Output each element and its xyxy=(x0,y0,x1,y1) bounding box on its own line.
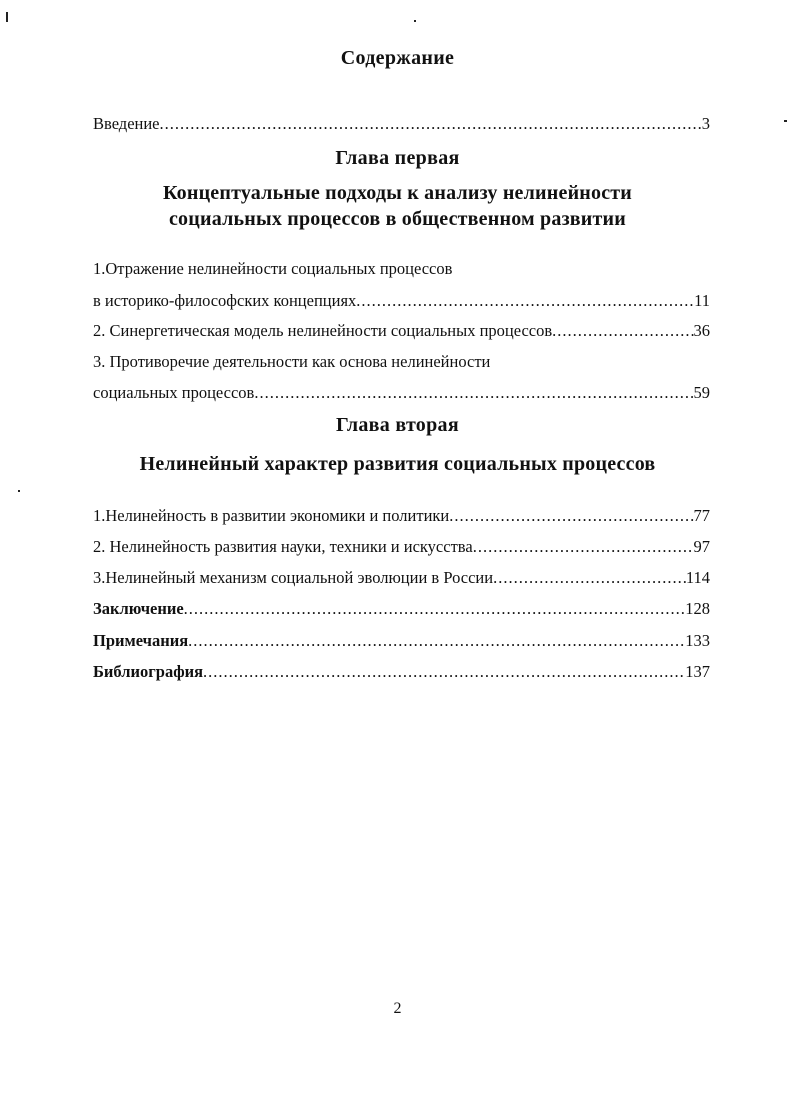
leader-dots xyxy=(188,630,685,652)
chapter-2-heading: Глава вторая xyxy=(336,414,459,436)
toc-entry-1-2[interactable] xyxy=(93,320,710,342)
page-title: Содержание xyxy=(340,47,455,69)
toc-entry-1-3-line-1[interactable]: 3. Противоречие деятельности как основа нелинейности xyxy=(93,352,491,371)
toc-entry-page: 128 xyxy=(685,599,710,618)
toc-entry-page: 97 xyxy=(693,537,710,556)
toc-entry-1-1[interactable] xyxy=(93,290,710,312)
leader-dots xyxy=(493,567,686,589)
chapter-1-subtitle-line-1: Концептуальные подходы к анализу нелинейности xyxy=(162,182,633,204)
toc-entry-page: 77 xyxy=(693,506,710,525)
toc-entry-page: 36 xyxy=(693,321,710,340)
toc-entry-label: 1.Нелинейность в развитии экономики и политики xyxy=(93,506,450,525)
toc-entry-1-3[interactable] xyxy=(93,382,710,404)
toc-entry-page: 59 xyxy=(693,383,710,402)
toc-entry-label: в историко-философских концепциях xyxy=(93,291,357,310)
toc-entry-label: 3.Нелинейный механизм социальной эволюции в России xyxy=(93,568,494,587)
leader-dots xyxy=(254,382,693,404)
chapter-1-subtitle-line-2: социальных процессов в общественном развитии xyxy=(168,208,626,230)
scan-mark xyxy=(414,20,416,22)
leader-dots xyxy=(160,113,702,135)
toc-entry-2-1[interactable] xyxy=(93,505,710,527)
toc-entry-label: Примечания xyxy=(93,631,189,650)
toc-entry-1-1-line-1[interactable]: 1.Отражение нелинейности социальных процессов xyxy=(93,259,453,278)
toc-entry-label: 2. Синергетическая модель нелинейности социальных процессов xyxy=(93,321,553,340)
leader-dots xyxy=(184,598,686,620)
toc-entry-label: Заключение xyxy=(93,599,184,618)
scan-mark xyxy=(6,12,8,22)
toc-entry-label: 2. Нелинейность развития науки, техники и искусства xyxy=(93,537,473,556)
toc-entry-page: 3 xyxy=(701,114,710,133)
toc-entry-conclusion[interactable] xyxy=(93,598,710,620)
toc-entry-2-3[interactable] xyxy=(93,567,710,589)
scan-mark xyxy=(784,120,787,122)
toc-entry-label: Введение xyxy=(93,114,160,133)
page-number: 2 xyxy=(393,1000,402,1017)
chapter-1-heading: Глава первая xyxy=(335,147,460,169)
toc-entry-page: 133 xyxy=(685,631,710,650)
toc-entry-page: 114 xyxy=(685,568,710,587)
toc-entry-2-2[interactable] xyxy=(93,536,710,558)
toc-entry-label: Библиография xyxy=(93,662,204,681)
chapter-2-subtitle: Нелинейный характер развития социальных процессов xyxy=(139,453,656,475)
toc-entry-label: социальных процессов xyxy=(93,383,255,402)
toc-entry-notes[interactable] xyxy=(93,630,710,652)
toc-entry-bibliography[interactable] xyxy=(93,661,710,683)
leader-dots xyxy=(356,290,694,312)
leader-dots xyxy=(449,505,693,527)
leader-dots xyxy=(552,320,693,342)
leader-dots xyxy=(473,536,694,558)
toc-entry-page: 11 xyxy=(694,291,710,310)
leader-dots xyxy=(203,661,685,683)
scan-mark xyxy=(18,490,20,492)
toc-entry-page: 137 xyxy=(685,662,710,681)
toc-entry-intro[interactable] xyxy=(93,113,710,135)
